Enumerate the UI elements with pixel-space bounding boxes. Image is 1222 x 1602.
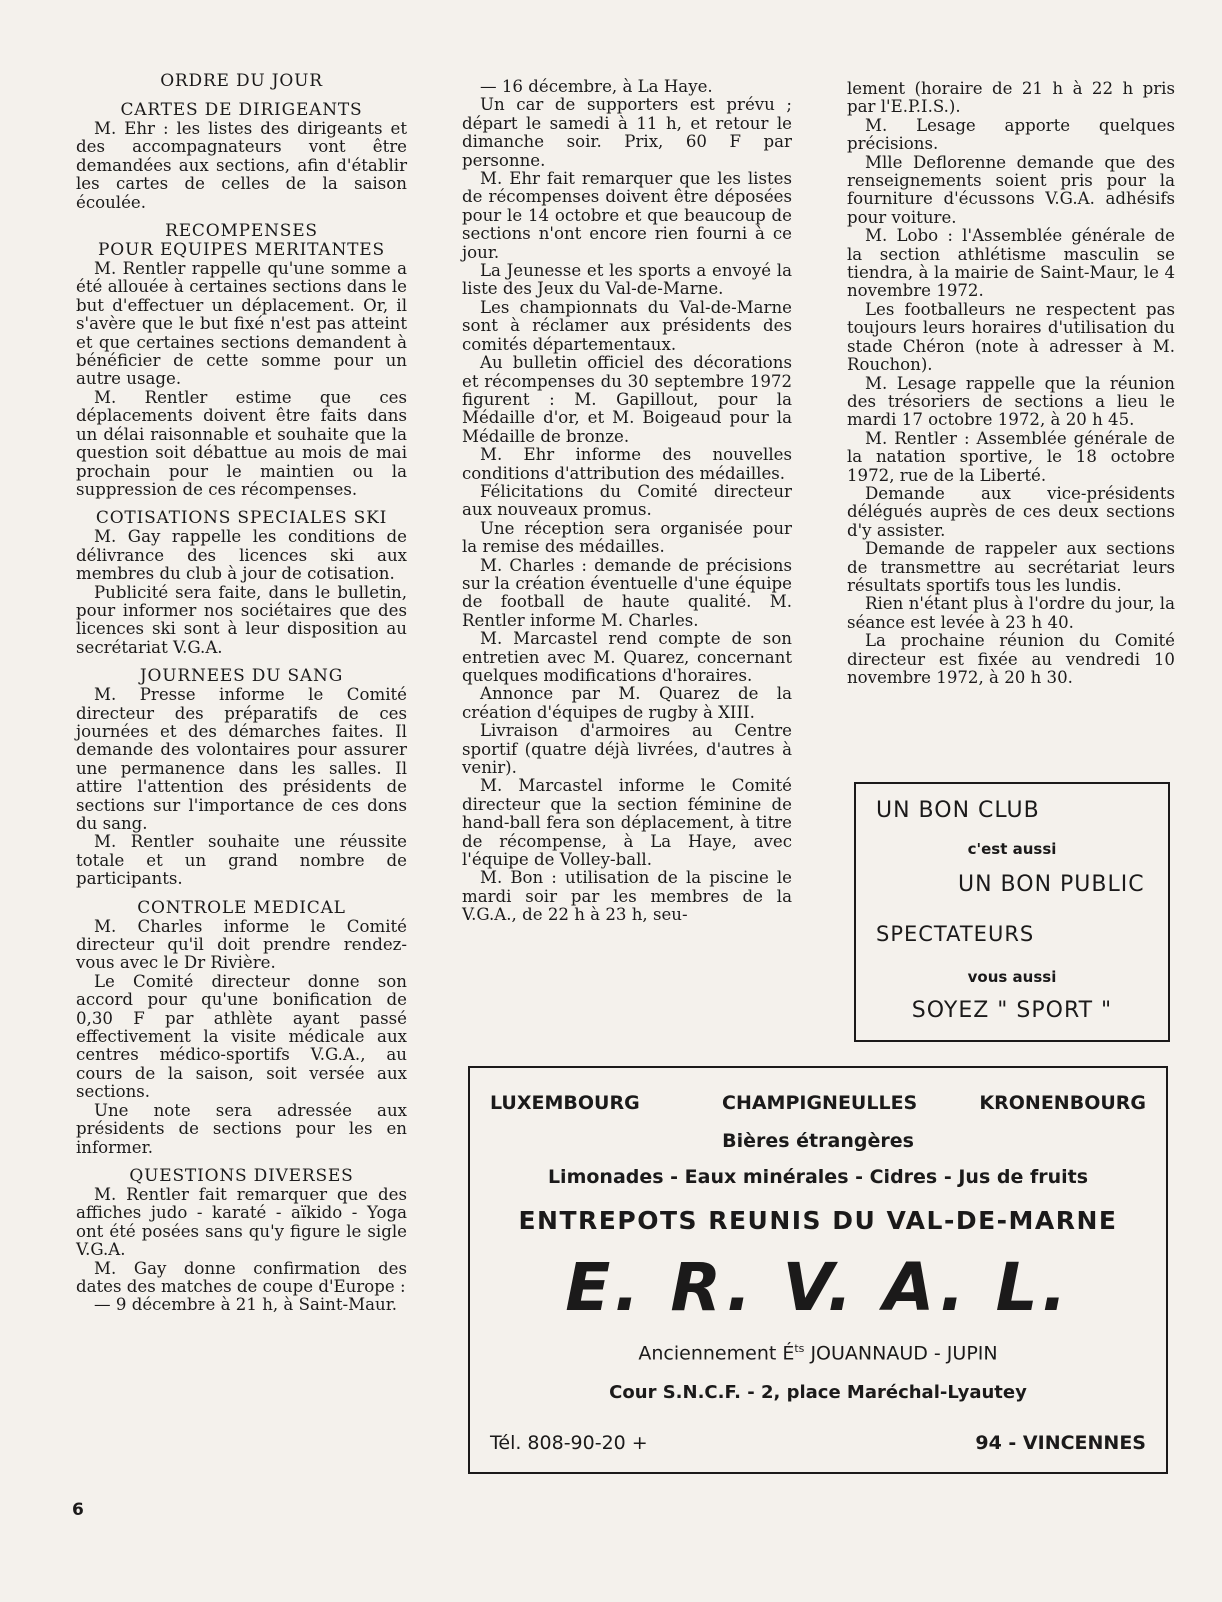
ad-telephone: Tél. 808-90-20 +	[490, 1432, 648, 1454]
paragraph: — 9 décembre à 21 h, à Saint-Maur.	[94, 1295, 398, 1315]
ad-line: Bières étrangères	[722, 1130, 914, 1152]
former-name-rest: JOUANNAUD - JUPIN	[804, 1342, 998, 1365]
paragraph: M. Ehr : les listes des dirigeants et des accompagnateurs vont être demandées aux sections, afin d'établir les cartes de celles de la saison écoulée.	[76, 119, 407, 212]
paragraph: Les footballeurs ne respectent pas toujours leurs horaires d'utilisation du stade Chéron (note à adresser à M. Rouchon).	[847, 299, 1175, 375]
paragraph: M. Lobo : l'Assemblée générale de la section athlétisme masculin se tiendra, à la mairie de Saint-Maur, le 4 novembre 1972.	[847, 226, 1175, 301]
slogan-line: UN BON CLUB	[876, 798, 1040, 823]
paragraph: Le Comité directeur donne son accord pour qu'une bonification de 0,30 F par athlète ayant passé effectivement la visite médicale aux centres médico-sportifs V.G.A., au cours de la saison, soit versée aux sections.	[76, 971, 407, 1102]
paragraph: M. Presse informe le Comité directeur des préparatifs de ces journées et des démarches faites. Il demande des volontaires pour assurer une permanence dans les salles. Il attire l'attention des présidents de sections sur l'importance de ces dons du sang.	[76, 685, 407, 833]
slogan-line: SPECTATEURS	[876, 922, 1035, 946]
page-number: 6	[72, 1500, 84, 1520]
paragraph: M. Ehr fait remarquer que les listes de récompenses doivent être déposées pour le 14 octobre et que beaucoup de sections n'ont encore rien fourni à ce jour.	[462, 169, 792, 262]
ad-city: 94 - VINCENNES	[975, 1432, 1146, 1454]
heading-equipes-meritantes: POUR EQUIPES MERITANTES	[98, 240, 385, 261]
brand-kronenbourg: KRONENBOURG	[979, 1092, 1146, 1114]
paragraph: M. Gay donne confirmation des dates des matches de coupe d'Europe :	[76, 1258, 407, 1296]
erval-advertisement	[468, 1066, 1168, 1474]
paragraph: lement (horaire de 21 h à 22 h pris par l'E.P.I.S.).	[847, 79, 1175, 117]
paragraph: Mlle Deflorenne demande que des renseignements soient pris pour la fourniture d'écussons V.G.A. adhésifs pour voiture.	[847, 152, 1175, 227]
paragraph: La Jeunesse et les sports a envoyé la liste des Jeux du Val-de-Marne.	[462, 261, 792, 299]
paragraph: M. Ehr informe des nouvelles conditions d'attribution des médailles.	[462, 445, 792, 483]
paragraph: M. Gay rappelle les conditions de délivrance des licences ski aux membres du club à jour de cotisation.	[76, 527, 407, 584]
paragraph: M. Bon : utilisation de la piscine le mardi soir par les membres de la V.G.A., de 22 h à 23 h, seu-	[462, 868, 792, 925]
heading-cartes-dirigeants: CARTES DE DIRIGEANTS	[120, 100, 363, 120]
paragraph: Demande de rappeler aux sections de transmettre au secrétariat leurs résultats sportifs tous les lundis.	[847, 539, 1175, 595]
paragraph: M. Rentler : Assemblée générale de la natation sportive, le 18 octobre 1972, rue de la Liberté.	[847, 428, 1175, 485]
paragraph: M. Rentler souhaite une réussite totale et un grand nombre de participants.	[76, 832, 407, 889]
column-1	[76, 72, 407, 1315]
heading-controle-medical: CONTROLE MEDICAL	[137, 897, 346, 918]
heading-questions-diverses: QUESTIONS DIVERSES	[129, 1165, 354, 1186]
paragraph: — 16 décembre, à La Haye.	[480, 77, 713, 96]
paragraph: M. Marcastel informe le Comité directeur que la section féminine de hand-ball fera son déplacement, à titre de récompense, à La Haye, avec l'équipe de Volley-ball.	[462, 776, 792, 870]
paragraph: Une réception sera organisée pour la remise des médailles.	[462, 518, 792, 557]
slogan-line: vous aussi	[967, 968, 1057, 986]
paragraph: Demande aux vice-présidents délégués auprès de ces deux sections d'y assister.	[847, 483, 1175, 540]
paragraph: M. Lesage apporte quelques précisions.	[847, 115, 1175, 154]
paragraph: Les championnats du Val-de-Marne sont à réclamer aux présidents des comités départementaux.	[462, 297, 792, 354]
slogan-line: SOYEZ " SPORT "	[911, 998, 1113, 1023]
erval-logo: E. R. V. A. L.	[565, 1249, 1071, 1326]
paragraph: M. Marcastel rend compte de son entretien avec M. Quarez, concernant quelques modifications d'horaires.	[462, 629, 792, 685]
paragraph: M. Charles informe le Comité directeur qu'il doit prendre rendez-vous avec le Dr Rivière.	[76, 916, 407, 973]
former-name-sup: ts	[794, 1342, 805, 1355]
club-slogan-box	[854, 782, 1170, 1042]
paragraph: Rien n'étant plus à l'ordre du jour, la séance est levée à 23 h 40.	[847, 594, 1175, 632]
column-3	[847, 80, 1175, 687]
paragraph: M. Rentler fait remarquer que des affiches judo - karaté - aïkido - Yoga ont été posées sans qu'y figure le sigle V.G.A.	[76, 1184, 407, 1260]
paragraph: Livraison d'armoires au Centre sportif (quatre déjà livrées, d'autres à venir).	[462, 721, 792, 778]
slogan-line: c'est aussi	[967, 840, 1057, 858]
paragraph: Publicité sera faite, dans le bulletin, pour informer nos sociétaires que des licences ski sont à leur disposition au secrétariat V.G.A.	[76, 582, 407, 657]
ad-line: Limonades - Eaux minérales - Cidres - Jus de fruits	[547, 1166, 1089, 1188]
slogan-line: UN BON PUBLIC	[958, 872, 1145, 897]
paragraph: M. Lesage rappelle que la réunion des trésoriers de sections a lieu le mardi 17 octobre 1972, à 20 h 45.	[847, 373, 1175, 430]
heading-ordre-du-jour: ORDRE DU JOUR	[160, 71, 323, 91]
paragraph: M. Rentler estime que ces déplacements doivent être faits dans un délai raisonnable et souhaite que la question soit débattue au mois de mai prochain pour le maintien ou la suppression de ces récompenses.	[76, 387, 407, 499]
brand-luxembourg: LUXEMBOURG	[490, 1092, 640, 1114]
heading-recompenses: RECOMPENSES	[165, 221, 318, 242]
brand-champigneulles: CHAMPIGNEULLES	[722, 1092, 918, 1114]
paragraph: Annonce par M. Quarez de la création d'équipes de rugby à XIII.	[462, 684, 792, 722]
paragraph: Une note sera adressée aux présidents de sections pour les en informer.	[76, 1100, 407, 1157]
paragraph: M. Rentler rappelle qu'une somme a été allouée à certaines sections dans le but d'effectuer un déplacement. Or, il s'avère que le but fixé n'est pas atteint et que certaines sections demandent à bénéficier de cette somme pour un autre usage.	[76, 259, 407, 389]
heading-cotisations-ski: COTISATIONS SPECIALES SKI	[95, 508, 388, 529]
ad-address: Cour S.N.C.F. - 2, place Maréchal-Lyautey	[609, 1382, 1027, 1403]
column-2	[462, 78, 792, 925]
paragraph: Félicitations du Comité directeur aux nouveaux promus.	[462, 481, 792, 520]
former-name-prefix: Anciennement É	[638, 1342, 795, 1365]
heading-journees-du-sang: JOURNEES DU SANG	[139, 666, 344, 687]
paragraph: Un car de supporters est prévu ; départ le samedi à 11 h, et retour le dimanche soir. Prix, 60 F par personne.	[462, 95, 792, 170]
paragraph: M. Charles : demande de précisions sur la création éventuelle d'une équipe de football de haute qualité. M. Rentler informe M. Charles.	[462, 555, 792, 630]
ad-company-name: ENTREPOTS REUNIS DU VAL-DE-MARNE	[518, 1206, 1118, 1235]
paragraph: Au bulletin officiel des décorations et récompenses du 30 septembre 1972 figurent : M. Gapillout, pour la Médaille d'or, et M. Boigeaud pour la Médaille de bronze.	[462, 353, 792, 446]
paragraph: La prochaine réunion du Comité directeur est fixée au vendredi 10 novembre 1972, à 20 h 30.	[847, 631, 1175, 687]
ad-former-name	[470, 1342, 1166, 1364]
